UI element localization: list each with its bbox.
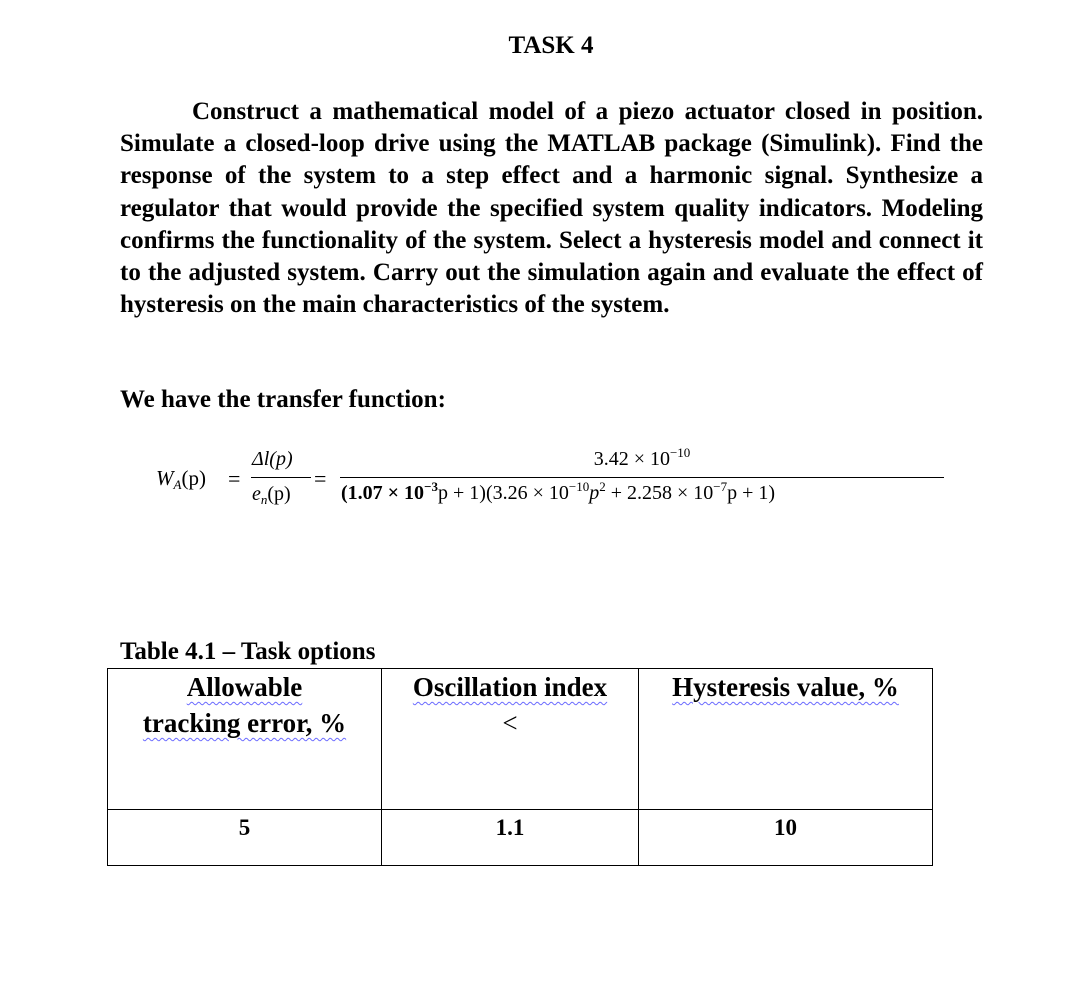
table-row	[108, 810, 933, 866]
table-header-row	[108, 669, 933, 810]
header-allowable-error: Allowable tracking error, %	[108, 669, 382, 810]
table-caption: Table 4.1 – Task options	[120, 638, 376, 665]
fraction2-numerator: $3.42 \times 10^{-10}$	[593, 445, 691, 470]
fraction1-numerator: Δl(p)	[252, 448, 293, 470]
task-description: Construct a mathematical model of a piezo actuator closed in position. Simulate a closed-loop drive using the MATLAB package (Simulink). Find the response of the system to a step effect and a harmonic signal. Synthesize a regulator that would provide the specified system quality indicators. Modeling confirms the functionality of the system. Select a hysteresis model and connect it to the adjusted system. Carry out the simulation again and evaluate the effect of hysteresis on the main characteristics of the system.	[120, 98, 983, 319]
formula-intro: We have the transfer function:	[120, 386, 446, 413]
value-oscillation-index: 1.1	[382, 810, 639, 866]
formula-equals-1: =	[228, 466, 241, 491]
value-allowable-error: 5	[108, 810, 382, 866]
fraction2-bar	[340, 477, 944, 478]
value-hysteresis: 10	[639, 810, 933, 866]
formula-lhs: $W_A(p)$	[156, 466, 206, 492]
task-options-table	[107, 668, 933, 866]
header-oscillation-index: Oscillation index <	[382, 669, 639, 810]
fraction2-denominator: $(1.07 \times 10^{-3}p + 1)(3.26 \times 10^{-10}p^2 + 2.258 \times 10^{-7}p + 1)$	[341, 479, 776, 504]
page-title: TASK 4	[508, 32, 594, 59]
fraction1-bar	[251, 477, 311, 478]
header-hysteresis-value: Hysteresis value, %	[639, 669, 933, 810]
formula-equals-2: =	[314, 466, 327, 491]
fraction1-denominator: $e_n(p)$	[252, 483, 291, 507]
